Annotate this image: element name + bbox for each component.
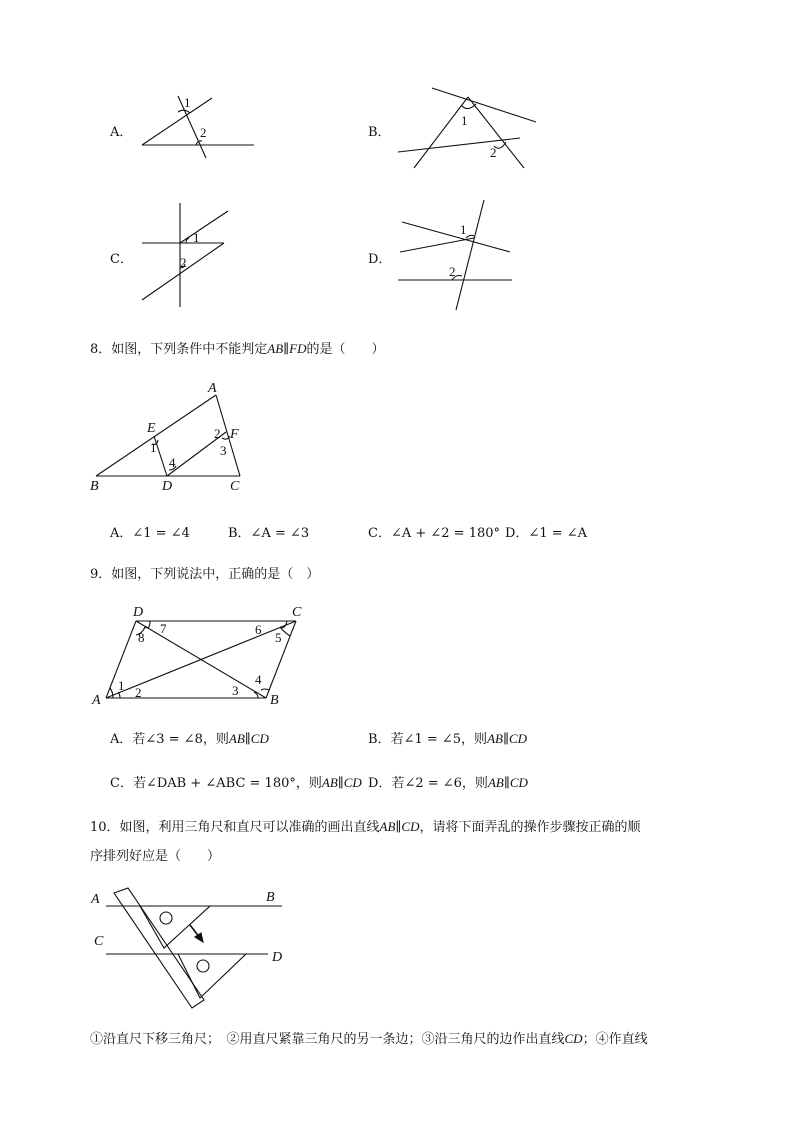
q9-option-d[interactable]: D．若∠2 = ∠6，则AB∥CD (368, 775, 528, 791)
q10-steps: ①沿直尺下移三角尺； ②用直尺紧靠三角尺的另一条边；③沿三角尺的边作出直线CD；④作直线 (90, 1031, 648, 1047)
q8-stem-text: 8．如图，下列条件中不能判定 (90, 342, 268, 357)
q9-option-c[interactable]: C．若∠DAB + ∠ABC = 180°，则AB∥CD (110, 775, 362, 791)
q9-angle-8: 8 (138, 630, 145, 645)
q9-angle-1: 1 (118, 678, 125, 693)
q9-point-b: B (270, 693, 279, 708)
q9-point-d: D (133, 605, 144, 620)
q10-point-d: D (272, 950, 283, 965)
q9-angle-4: 4 (255, 672, 262, 687)
q10-stem-line1: 10．如图，利用三角尺和直尺可以准确的画出直线AB∥CD，请将下面弄乱的操作步骤按正确的顺 (90, 819, 641, 835)
q9-angle-7: 7 (160, 621, 167, 636)
q8-option-d[interactable]: D．∠1 = ∠A (505, 526, 588, 541)
q10-point-c: C (94, 934, 104, 949)
q9-option-b[interactable]: B．若∠1 = ∠5，则AB∥CD (368, 731, 528, 747)
q8-point-d: D (162, 479, 173, 494)
q7-c-angle2: 2 (180, 255, 187, 270)
q7-option-c-label: C． (110, 252, 133, 267)
q9-angle-6: 6 (255, 622, 262, 637)
q8-point-e: E (147, 421, 156, 436)
q8-angle-1: 1 (150, 440, 157, 455)
q9-stem: 9．如图，下列说法中，正确的是（ ） (90, 567, 320, 582)
q8-point-c: C (230, 479, 240, 494)
q7-option-b-label: B． (368, 125, 391, 140)
q7-d-angle2: 2 (449, 264, 456, 279)
q7-b-angle1: 1 (461, 113, 468, 128)
q8-option-b[interactable]: B．∠A = ∠3 (228, 526, 310, 541)
q7-option-a-label: A． (110, 125, 133, 140)
q9-angle-5: 5 (275, 630, 282, 645)
q7-option-d-label: D． (368, 252, 392, 267)
q8-option-a[interactable]: A．∠1 = ∠4 (110, 526, 190, 541)
q9-point-a: A (92, 693, 101, 708)
q8-angle-4: 4 (169, 455, 176, 470)
q8-angle-2: 2 (214, 426, 221, 441)
q7-a-angle1: 1 (184, 95, 191, 110)
q10-point-a: A (91, 892, 100, 907)
q9-option-a[interactable]: A．若∠3 = ∠8，则AB∥CD (110, 731, 269, 747)
q8-point-a: A (208, 381, 217, 396)
q10-stem-line2: 序排列好应是（ ） (90, 849, 221, 864)
q9-point-c: C (292, 605, 302, 620)
q8-stem-tail: 的是（ ） (306, 342, 385, 357)
q10-point-b: B (266, 890, 275, 905)
q8-stem-expr: AB∥FD (267, 341, 307, 356)
q7-c-angle1: 1 (193, 230, 200, 245)
q9-angle-3: 3 (232, 683, 239, 698)
q7-b-angle2: 2 (490, 145, 497, 160)
q8-option-c[interactable]: C．∠A + ∠2 = 180° (368, 526, 501, 541)
q7-d-angle1: 1 (460, 222, 467, 237)
q9-angle-2: 2 (135, 685, 142, 700)
q8-angle-3: 3 (220, 443, 227, 458)
q8-point-b: B (90, 479, 99, 494)
q7-a-angle2: 2 (200, 125, 207, 140)
q8-point-f: F (230, 427, 239, 442)
